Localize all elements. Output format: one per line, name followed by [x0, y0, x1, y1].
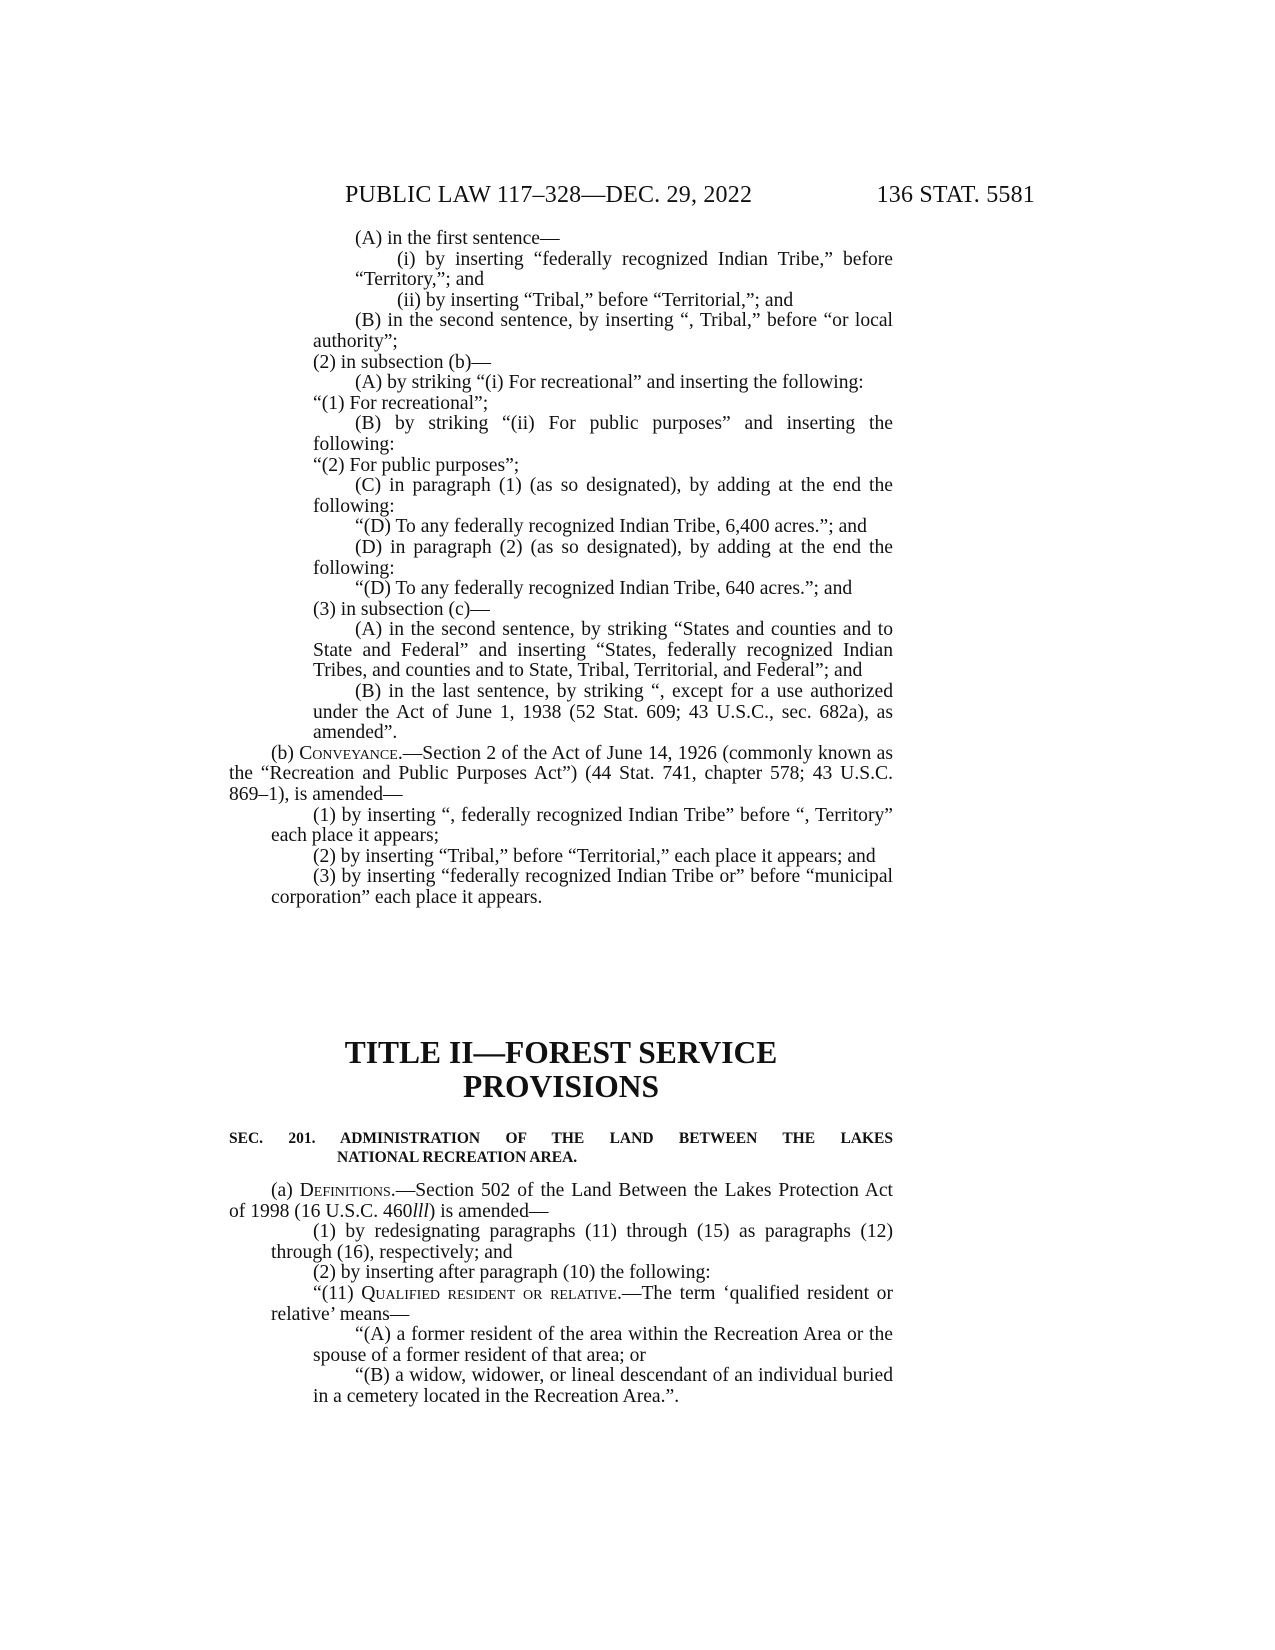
- conveyance-item: (1) by inserting “, federally recognized Indian Tribe” before “, Territory” each place it appears;: [271, 804, 893, 847]
- title-line-1: TITLE II—FOREST SERVICE: [344, 1035, 778, 1070]
- paragraph: (C) in paragraph (1) (as so designated), by adding at the end the following:: [313, 475, 893, 517]
- conveyance-item: (3) by inserting “federally recognized Indian Tribe or” before “municipal corporation” each place it appears.: [271, 866, 893, 908]
- paragraph: (A) in the second sentence, by striking “States and counties and to State and Federal” and inserting “States, federally recognized Indian Tribes, and counties and to State, Tribal, Territorial, and Federal”; and: [313, 619, 893, 682]
- definition-clause: “(A) a former resident of the area within the Recreation Area or the spouse of a former resident of that area; or: [313, 1324, 893, 1366]
- paragraph: “(D) To any federally recognized Indian Tribe, 6,400 acres.”; and: [355, 516, 867, 538]
- section-heading: [229, 1129, 893, 1167]
- paragraph: “(1) For recreational”;: [313, 392, 489, 414]
- qualified-resident-definition: “(11) Qualified resident or relative.—The term ‘qualified resident or relative’ means—: [271, 1282, 893, 1325]
- conveyance-heading: Conveyance: [299, 742, 398, 764]
- qualified-resident-heading: Qualified resident or relative: [361, 1282, 617, 1304]
- paragraph: (A) by striking “(i) For recreational” and inserting the following:: [355, 372, 864, 394]
- section-heading-line-2: NATIONAL RECREATION AREA.: [337, 1149, 578, 1166]
- paragraph: (A) in the first sentence—: [355, 228, 560, 249]
- definitions-block: [229, 1181, 893, 1408]
- paragraph: (B) by striking “(ii) For public purposes” and inserting the following:: [313, 413, 893, 455]
- amendments-top: [229, 229, 893, 909]
- header-page-number: 136 STAT. 5581: [876, 182, 1035, 208]
- paragraph: “(D) To any federally recognized Indian Tribe, 640 acres.”; and: [355, 578, 853, 600]
- definitions-item: (2) by inserting after paragraph (10) the following:: [313, 1262, 711, 1284]
- title-heading: [229, 1036, 893, 1104]
- definitions-paragraph: (a) Definitions.—Section 502 of the Land Between the Lakes Protection Act of 1998 (16 U.S.C. 460lll) is amended—: [229, 1180, 893, 1222]
- paragraph: (B) in the last sentence, by striking “, except for a use authorized under the Act of June 1, 1938 (52 Stat. 609; 43 U.S.C., sec. 682a), as amended”.: [313, 681, 893, 744]
- paragraph: (ii) by inserting “Tribal,” before “Territorial,”; and: [397, 289, 794, 311]
- definitions-heading: Definitions: [299, 1180, 391, 1201]
- conveyance-paragraph: (b) Conveyance.—Section 2 of the Act of June 14, 1926 (commonly known as the “Recreation and Public Purposes Act”) (44 Stat. 741, chapter 578; 43 U.S.C. 869–1), is amended—: [229, 742, 893, 806]
- title-line-2: PROVISIONS: [462, 1069, 660, 1104]
- paragraph: (D) in paragraph (2) (as so designated), by adding at the end the following:: [313, 536, 893, 579]
- paragraph: (i) by inserting “federally recognized Indian Tribe,” before “Territory,”; and: [355, 248, 893, 291]
- section-heading-line-1: SEC. 201. ADMINISTRATION OF THE LAND BETWEEN THE LAKES: [229, 1130, 893, 1147]
- header-law-citation: PUBLIC LAW 117–328—DEC. 29, 2022: [345, 182, 753, 208]
- paragraph: (B) in the second sentence, by inserting “, Tribal,” before “or local authority”;: [313, 310, 893, 352]
- conveyance-item: (2) by inserting “Tribal,” before “Territorial,” each place it appears; and: [313, 845, 876, 867]
- paragraph: (3) in subsection (c)—: [313, 598, 490, 620]
- paragraph: “(2) For public purposes”;: [313, 454, 520, 476]
- paragraph: (2) in subsection (b)—: [313, 351, 491, 373]
- definition-clause: “(B) a widow, widower, or lineal descendant of an individual buried in a cemetery located in the Recreation Area.”.: [313, 1365, 893, 1407]
- definitions-item: (1) by redesignating paragraphs (11) through (15) as paragraphs (12) through (16), respectively; and: [271, 1221, 893, 1263]
- running-header: [345, 182, 1035, 214]
